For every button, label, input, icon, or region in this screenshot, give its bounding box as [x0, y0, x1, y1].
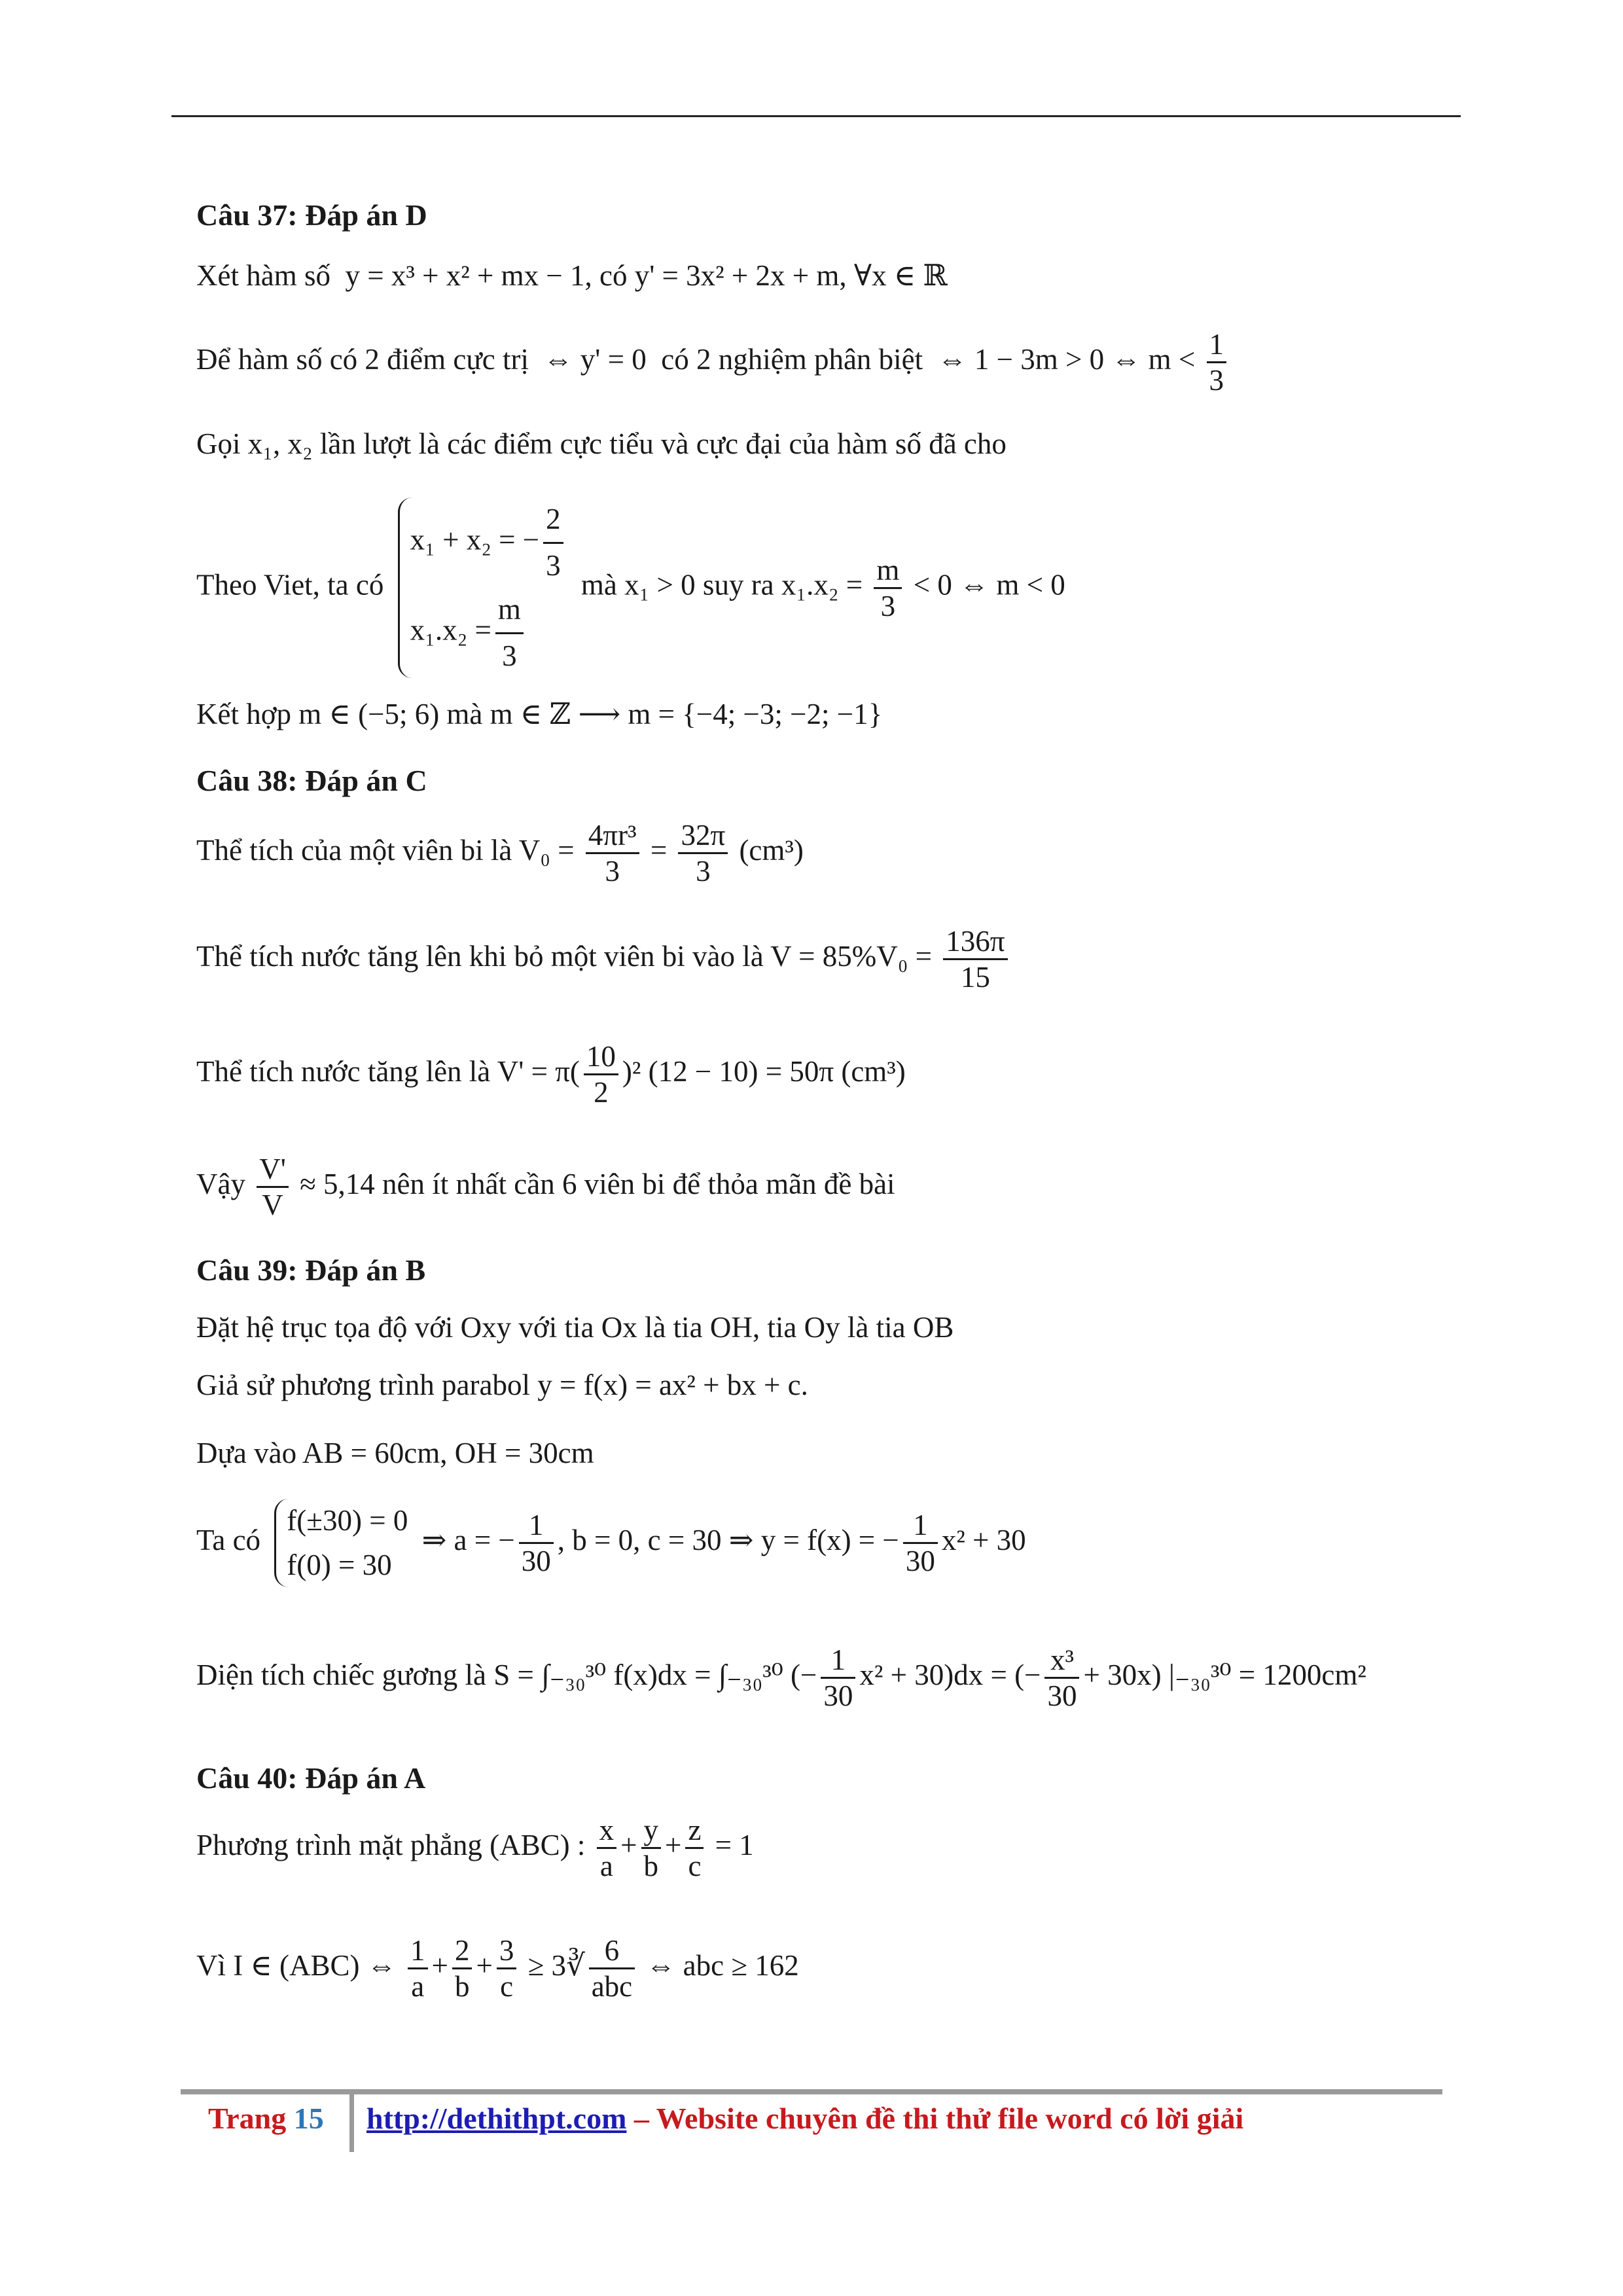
q37-title: Câu 37: Đáp án D — [196, 198, 427, 232]
q38-line-1: Thể tích của một viên bi là V₀ = $\frac{\text{4πr³}}{3}$ = $\frac{32\pi}{3}$ (cm³) — [196, 819, 804, 888]
q40-title: Câu 40: Đáp án A — [196, 1761, 426, 1795]
page-number: Trang 15 — [208, 2102, 324, 2135]
q38-line-4: Vậy $\frac{V'}{V}$ ≈ 5,14 nên ít nhất cần 6 viên bi để thỏa mãn đề bài — [196, 1153, 895, 1221]
footer-divider — [349, 2092, 354, 2152]
q39-line-1: Đặt hệ trục tọa độ với Oxy với tia Ox là tia OH, tia Oy là tia OB — [196, 1311, 954, 1344]
q37-line-4: Theo Viet, ta có x₁ + x₂ = − $\frac{2}{3}$ x₁.x₂ = $\frac{m}{3}$ mà x₁ > 0 suy ra x₁.x₂ = $\frac{m}{3}$ < 0 ⇔ m < 0 — [196, 497, 1065, 678]
q38-title: Câu 38: Đáp án C — [196, 764, 427, 797]
q37-line-1: Xét hàm số y = x³ + x² + mx − 1, có y' = 3x² + 2x + m, ∀x ∈ ℝ — [196, 259, 948, 292]
q39-line-5: Diện tích chiếc gương là S = ∫₋₃₀³⁰ f(x)dx = ∫₋₃₀³⁰ (− $\frac{1}{30}$ x² + 30)dx = (− $\frac{\text{x³}}{30}$ + 30x) |₋₃₀³⁰ = 1200cm² — [196, 1643, 1366, 1712]
q37-line-5: Kết hợp m ∈ (−5; 6) mà m ∈ ℤ ⟶ m = {−4; −3; −2; −1} — [196, 698, 883, 730]
fraction: $\frac{1}{3}$ — [1207, 327, 1227, 397]
q39-title: Câu 39: Đáp án B — [196, 1253, 426, 1287]
fraction: $\frac{m}{3}$ — [874, 553, 902, 623]
q39-line-3: Dựa vào AB = 60cm, OH = 30cm — [196, 1437, 594, 1469]
q38-line-3: Thể tích nước tăng lên là V' = π( $\frac{10}{2}$ )² (12 − 10) = 50π (cm³) — [196, 1040, 906, 1109]
q39-line-4: Ta có f(±30) = 0 f(0) = 30 ⇒ a = − $\frac{1}{30}$ , b = 0, c = 30 ⇒ y = f(x) = − $\frac{1}{30}$ x² + 30 — [196, 1499, 1026, 1587]
footer-rule — [181, 2089, 1442, 2094]
q40-line-1: Phương trình mặt phẳng (ABC) : $\frac{x}{a}$ + $\frac{y}{b}$ + $\frac{z}{c}$ = 1 — [196, 1814, 754, 1882]
header-rule — [171, 115, 1461, 117]
q37-line-3: Gọi x₁, x₂ lần lượt là các điểm cực tiểu và cực đại của hàm số đã cho — [196, 427, 1007, 460]
equation-system: f(±30) = 0 f(0) = 30 — [274, 1499, 408, 1587]
website-link[interactable]: http://dethithpt.com — [366, 2102, 627, 2135]
q38-line-2: Thể tích nước tăng lên khi bỏ một viên bi vào là V = 85%V₀ = $\frac{136\pi}{15}$ — [196, 924, 1012, 994]
equation-system: x₁ + x₂ = − $\frac{2}{3}$ x₁.x₂ = $\frac{m}{3}$ — [398, 497, 567, 678]
footer-text: http://dethithpt.com – Website chuyên đề thi thử file word có lời giải — [366, 2102, 1244, 2135]
q37-line-2: Để hàm số có 2 điểm cực trị ⇔ y' = 0 có 2 nghiệm phân biệt ⇔ 1 − 3m > 0 ⇔ m < $\frac{1}{3}$ — [196, 327, 1230, 397]
q40-line-2: Vì I ∈ (ABC) ⇔ $\frac{1}{a}$ + $\frac{2}{b}$ + $\frac{3}{c}$ ≥ 3∛ $\frac{6}{\text{abc}}$ ⇔ abc ≥ 162 — [196, 1934, 799, 2003]
q39-line-2: Giả sử phương trình parabol y = f(x) = ax² + bx + c. — [196, 1369, 808, 1401]
